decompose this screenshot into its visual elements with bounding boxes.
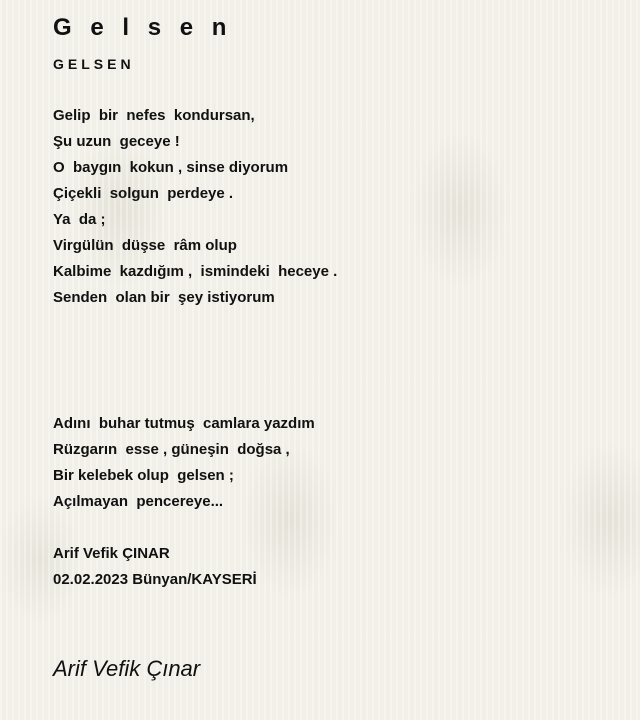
stanza-2 <box>53 411 315 515</box>
poem-subtitle: GELSEN <box>53 56 135 72</box>
poem-line: Şu uzun geceye ! <box>53 133 180 150</box>
date-place: 02.02.2023 Bünyan/KAYSERİ <box>53 571 257 588</box>
author-block <box>53 541 257 593</box>
poem-line: Kalbime kazdığım , ismindeki heceye . <box>53 263 338 280</box>
poem-line: Ya da ; <box>53 211 106 228</box>
poem-line: Virgülün düşse râm olup <box>53 237 237 254</box>
poem-line: Rüzgarın esse , güneşin doğsa , <box>53 441 290 458</box>
poem-line: Bir kelebek olup gelsen ; <box>53 467 234 484</box>
poem-line: Açılmayan pencereye... <box>53 493 224 510</box>
author-name: Arif Vefik ÇINAR <box>53 545 170 562</box>
poem-line: Gelip bir nefes kondursan, <box>53 107 255 124</box>
author-signature: Arif Vefik Çınar <box>53 656 201 681</box>
poem-line: Çiçekli solgun perdeye . <box>53 185 234 202</box>
poem-line: Senden olan bir şey istiyorum <box>53 289 275 306</box>
poem-line: O baygın kokun , sinse diyorum <box>53 159 289 176</box>
poem-title: G e l s e n <box>53 14 233 41</box>
poem-line: Adını buhar tutmuş camlara yazdım <box>53 415 315 432</box>
stanza-1 <box>53 103 337 311</box>
